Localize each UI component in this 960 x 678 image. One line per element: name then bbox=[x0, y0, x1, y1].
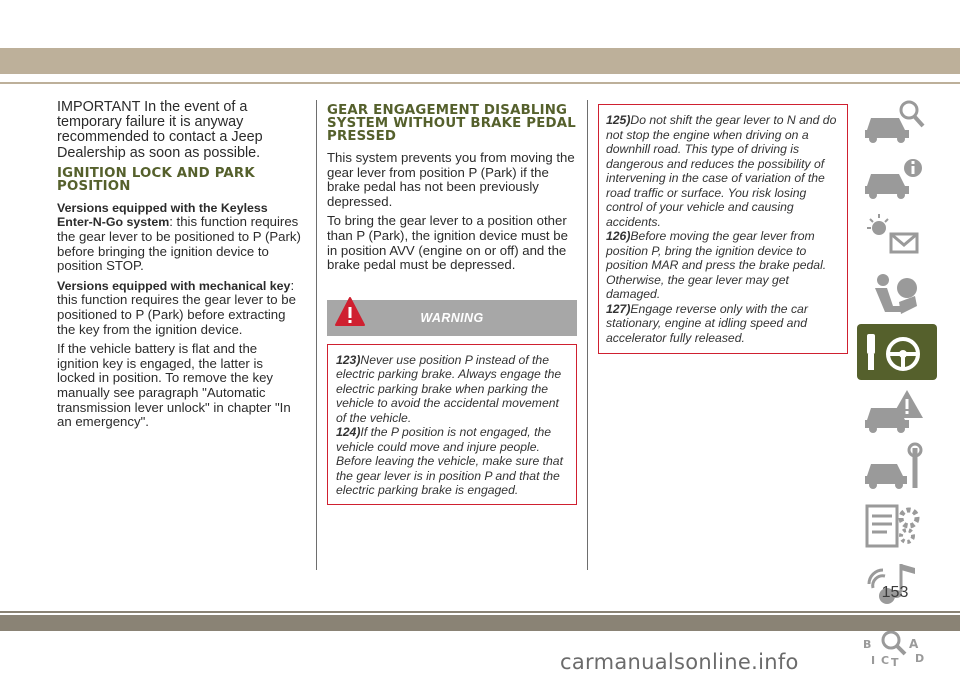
svg-text:T: T bbox=[891, 656, 899, 669]
warning-123 bbox=[336, 353, 570, 426]
tab-airbag-seat[interactable] bbox=[857, 266, 937, 322]
warning-title: WARNING bbox=[420, 310, 484, 325]
car-info-icon bbox=[857, 150, 937, 206]
warning-box-continued bbox=[598, 104, 848, 354]
gear-lever-paragraph: To bring the gear lever to a position other than P (Park), the ignition device must be in position AVV (engine on or off) and the brake pedal must be depressed. bbox=[327, 213, 568, 273]
tab-car-emergency[interactable] bbox=[857, 382, 937, 438]
warning-text: Do not shift the gear lever to N and do not stop the engine when driving on a downhill road. This type of driving is dangerous and reduces the possibility of intervening in the case of variation of the road traffic or surface. You risk losing control of your vehicle and causing accidents. bbox=[606, 113, 837, 229]
tab-car-search[interactable] bbox=[857, 92, 937, 148]
car-search-icon bbox=[857, 92, 937, 148]
warning-text: If the P position is not engaged, the vehicle could move and injure people. Before leaving the vehicle, make sure that the gear lever is in position P and that the electric parking brake is engaged. bbox=[336, 425, 563, 498]
tab-car-info[interactable] bbox=[857, 150, 937, 206]
svg-text:B: B bbox=[863, 638, 872, 651]
battery-paragraph: If the vehicle battery is flat and the ignition key is engaged, the latter is locked in position. To remove the key manually see paragraph "Automatic transmission lever unlock" in chapter "In an emergency". bbox=[57, 341, 291, 430]
warning-127 bbox=[606, 302, 841, 346]
warning-header bbox=[327, 300, 577, 336]
tab-car-service[interactable] bbox=[857, 440, 937, 496]
svg-text:A: A bbox=[909, 637, 919, 651]
mechanical-key-paragraph bbox=[57, 279, 302, 337]
warning-124 bbox=[336, 425, 570, 498]
tab-starting-driving[interactable] bbox=[857, 324, 937, 380]
warning-box bbox=[327, 344, 577, 505]
key-steering-wheel-icon bbox=[857, 324, 937, 380]
top-band bbox=[0, 48, 960, 74]
column-divider-1 bbox=[316, 100, 317, 570]
car-service-icon bbox=[857, 440, 937, 496]
warning-lights-icon bbox=[857, 208, 937, 264]
svg-text:I: I bbox=[871, 654, 876, 667]
warning-text: Never use position P instead of the electric parking brake. Always engage the electric parking brake when parking the vehicle to avoid the accidental movement of the vehicle. bbox=[336, 352, 562, 425]
section-heading-ignition-lock: IGNITION LOCK AND PARK POSITION bbox=[57, 165, 255, 194]
important-note: IMPORTANT In the event of a temporary failure it is anyway recommended to contact a Jeep Dealership as soon as possible. bbox=[57, 99, 263, 161]
page-number: 153 bbox=[881, 584, 909, 601]
section-heading-gear-engagement: GEAR ENGAGEMENT DISABLING SYSTEM WITHOUT BRAKE PEDAL PRESSED bbox=[327, 103, 576, 144]
svg-text:C: C bbox=[881, 654, 890, 667]
top-rule bbox=[0, 82, 960, 84]
warning-text: Before moving the gear lever from position P, bring the ignition device to position MAR and press the brake pedal. Otherwise, the gear lever may get damaged. bbox=[606, 229, 827, 301]
airbag-seat-icon bbox=[857, 266, 937, 322]
warning-number: 127) bbox=[606, 301, 631, 316]
warning-125 bbox=[606, 113, 841, 229]
car-emergency-icon bbox=[857, 382, 937, 438]
bottom-rule bbox=[0, 611, 960, 613]
warning-text: Engage reverse only with the car stationary, engine at idling speed and accelerator fully released. bbox=[606, 301, 808, 345]
warning-number: 126) bbox=[606, 229, 631, 243]
svg-text:D: D bbox=[915, 652, 925, 665]
keyless-paragraph bbox=[57, 201, 302, 274]
system-paragraph: This system prevents you from moving the gear lever from position P (Park) if the brake pedal has not been previously depressed. bbox=[327, 150, 575, 209]
keyless-text: : this function requires the gear lever to be positioned to P (Park) before bringing the ignition device to position STOP. bbox=[57, 214, 301, 274]
watermark: carmanualsonline.info bbox=[560, 650, 799, 674]
technical-data-icon bbox=[857, 498, 937, 554]
mechanical-key-text: : this function requires the gear lever to be positioned to P (Park) before extracting the key from the ignition device. bbox=[57, 277, 296, 337]
tab-technical-data[interactable] bbox=[857, 498, 937, 554]
column-1 bbox=[57, 100, 302, 435]
warning-number: 125) bbox=[606, 113, 631, 127]
warning-number: 123) bbox=[336, 352, 361, 367]
warning-126 bbox=[606, 229, 841, 302]
column-3 bbox=[598, 104, 848, 354]
keyless-label: Versions equipped with the Keyless Enter-N-Go system bbox=[57, 200, 268, 230]
mechanical-key-label: Versions equipped with mechanical key bbox=[57, 278, 291, 293]
column-divider-2 bbox=[587, 100, 588, 570]
bottom-band bbox=[0, 615, 960, 631]
warning-number: 124) bbox=[336, 425, 361, 440]
column-2 bbox=[327, 104, 577, 505]
tab-warning-lights[interactable] bbox=[857, 208, 937, 264]
